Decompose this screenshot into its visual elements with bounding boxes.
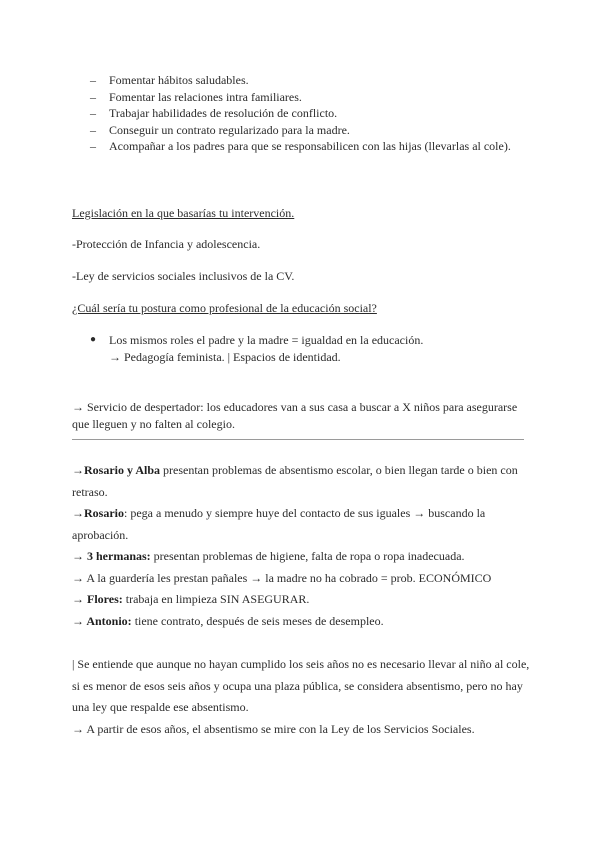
case-entry: [72, 546, 537, 568]
case-text: trabaja en limpieza SIN ASEGURAR.: [122, 592, 310, 606]
cases-list: [72, 460, 537, 632]
case-entry: [72, 589, 537, 611]
case-text: → A la guardería les prestan pañales → la madre no ha cobrado = prob. ECONÓMICO: [72, 570, 492, 585]
wake-up-service: → Servicio de despertador: los educadores van a sus casa a buscar a X niños para asegurarse que lleguen y no falten al colegio.: [72, 400, 518, 431]
case-text: presentan problemas de higiene, falta de ropa o ropa inadecuada.: [150, 549, 465, 563]
list-item: – Conseguir un contrato regularizado para la madre.: [90, 122, 530, 139]
list-item: – Fomentar hábitos saludables.: [90, 72, 530, 89]
posture-question: ¿Cuál sería tu postura como profesional de la educación social?: [72, 301, 377, 315]
case-entry: [72, 611, 537, 633]
bullet-line: Los mismos roles el padre y la madre = igualdad en la educación.: [109, 333, 424, 347]
case-name: → 3 hermanas:: [72, 549, 151, 563]
case-entry: [72, 460, 537, 503]
case-entry: [72, 568, 537, 590]
bullet-line: → Pedagogía feminista. | Espacios de identidad.: [109, 349, 341, 364]
case-name: → Antonio:: [72, 613, 132, 628]
absenteeism-section: [72, 654, 537, 740]
absenteeism-note: | Se entiende que aunque no hayan cumplido los seis años no es necesario llevar al niño al cole, si es menor de esos seis años y ocupa una plaza pública, se considera absentismo, pero no hay una ley que respalde ese absentismo.: [72, 657, 530, 714]
legislation-item: -Ley de servicios sociales inclusivos de la CV.: [72, 269, 295, 283]
case-name: →Rosario y Alba: [72, 463, 161, 477]
objectives-list: [90, 72, 530, 155]
legislation-item: -Protección de Infancia y adolescencia.: [72, 237, 261, 251]
posture-bullet: [90, 332, 530, 365]
legislation-heading: Legislación en la que basarías tu intervención.: [72, 206, 295, 220]
horizontal-rule: [72, 439, 524, 440]
case-entry: [72, 503, 537, 546]
absenteeism-law: → A partir de esos años, el absentismo se mire con la Ley de los Servicios Sociales.: [72, 721, 475, 736]
case-name: → Flores:: [72, 592, 123, 606]
case-text: : pega a menudo y siempre huye del contacto de sus iguales → buscando la aprobación.: [72, 506, 486, 542]
bullet-icon: ●: [90, 334, 97, 345]
case-text: presentan problemas de absentismo escolar, o bien llegan tarde o bien con retraso.: [72, 463, 518, 499]
list-item: – Acompañar a los padres para que se responsabilicen con las hijas (llevarlas al cole).: [90, 138, 530, 155]
list-item: – Fomentar las relaciones intra familiares.: [90, 89, 530, 106]
case-name: →Rosario: [72, 506, 124, 520]
case-text: tiene contrato, después de seis meses de desempleo.: [131, 613, 384, 628]
list-item: – Trabajar habilidades de resolución de conflicto.: [90, 105, 530, 122]
